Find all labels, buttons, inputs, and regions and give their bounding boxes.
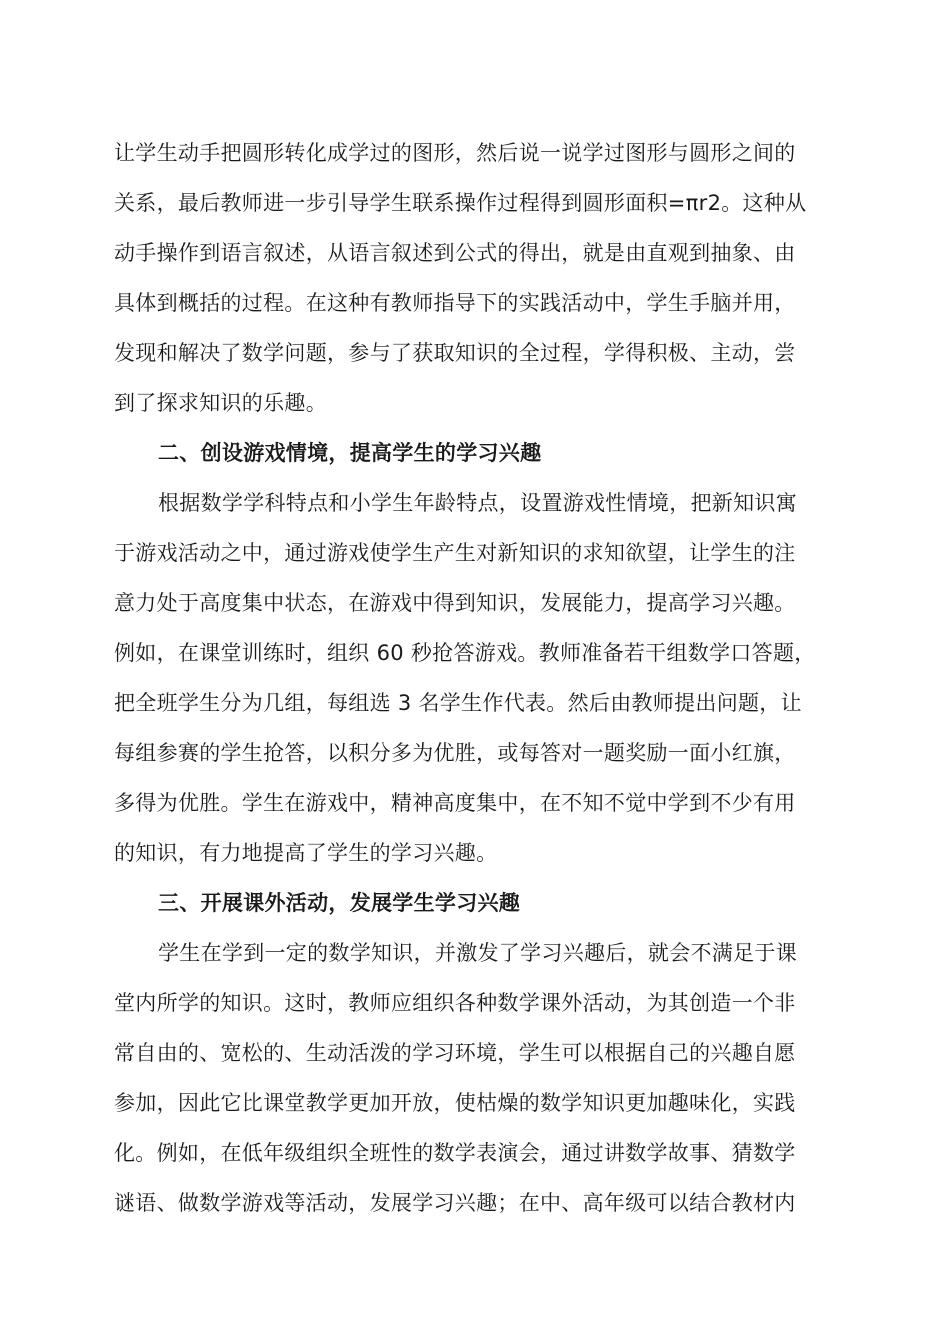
paragraph-3-line-2: 堂内所学的知识。这时，教师应组织各种数学课外活动，为其创造一个非 [114,991,796,1015]
paragraph-2-line-5: 把全班学生分为几组，每组选 3 名学生作代表。然后由教师提出问题，让 [114,691,802,715]
paragraph-1-line-1: 让学生动手把圆形转化成学过的图形，然后说一说学过图形与圆形之间的 [114,141,796,165]
paragraph-2-line-3: 意力处于高度集中状态，在游戏中得到知识，发展能力，提高学习兴趣。 [114,591,796,615]
paragraph-1-line-5: 发现和解决了数学问题，参与了获取知识的全过程，学得积极、主动，尝 [114,341,796,365]
paragraph-3-line-5: 化。例如，在低年级组织全班性的数学表演会，通过讲数学故事、猜数学 [114,1141,796,1165]
section-heading-3: 三、开展课外活动，发展学生学习兴趣 [158,891,521,915]
paragraph-2 [114,478,844,878]
paragraph-3-line-4: 参加，因此它比课堂教学更加开放，使枯燥的数学知识更加趣味化，实践 [114,1091,796,1115]
paragraph-3 [114,928,844,1228]
paragraph-2-line-2: 于游戏活动之中，通过游戏使学生产生对新知识的求知欲望，让学生的注 [114,541,796,565]
paragraph-1 [114,128,844,428]
paragraph-3-line-3: 常自由的、宽松的、生动活泼的学习环境，学生可以根据自己的兴趣自愿 [114,1041,796,1065]
document-body [114,128,844,1228]
paragraph-3-line-6: 谜语、做数学游戏等活动，发展学习兴趣；在中、高年级可以结合教材内 [114,1191,796,1215]
paragraph-1-line-4: 具体到概括的过程。在这种有教师指导下的实践活动中，学生手脑并用， [114,291,796,315]
paragraph-2-line-4: 例如，在课堂训练时，组织 60 秒抢答游戏。教师准备若干组数学口答题， [114,641,816,665]
paragraph-2-line-1: 根据数学学科特点和小学生年龄特点，设置游戏性情境，把新知识寓 [158,491,797,515]
paragraph-1-line-2: 关系，最后教师进一步引导学生联系操作过程得到圆形面积=πr2。这种从 [114,191,807,215]
paragraph-2-line-8: 的知识，有力地提高了学生的学习兴趣。 [114,841,498,865]
paragraph-2-line-6: 每组参赛的学生抢答，以积分多为优胜，或每答对一题奖励一面小红旗， [114,741,796,765]
paragraph-3-line-1: 学生在学到一定的数学知识，并激发了学习兴趣后，就会不满足于课 [158,941,797,965]
paragraph-1-line-6: 到了探求知识的乐趣。 [114,391,327,415]
paragraph-1-line-3: 动手操作到语言叙述，从语言叙述到公式的得出，就是由直观到抽象、由 [114,241,796,265]
section-heading-2: 二、创设游戏情境，提高学生的学习兴趣 [158,441,542,465]
paragraph-2-line-7: 多得为优胜。学生在游戏中，精神高度集中，在不知不觉中学到不少有用 [114,791,796,815]
